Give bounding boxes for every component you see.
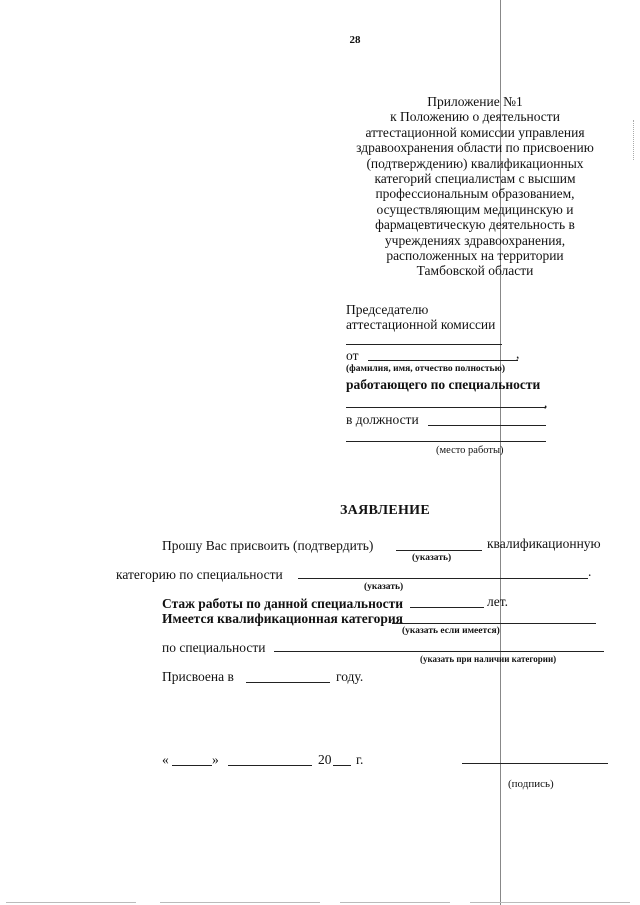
appendix-line: здравоохранения области по присвоению: [356, 140, 594, 156]
appendix-line: фармацевтическую деятельность в: [375, 217, 575, 233]
request-line2-start: категорию по специальности: [116, 567, 283, 582]
page-number: 28: [349, 34, 361, 46]
date-year-prefix: 20: [318, 752, 332, 767]
category-specialty-field[interactable]: [298, 578, 588, 579]
date-year-suffix: г.: [356, 752, 364, 767]
scan-artifact-line: [340, 902, 450, 903]
appendix-line: расположенных на территории: [386, 248, 564, 264]
appendix-line: аттестационной комиссии управления: [365, 124, 585, 140]
appendix-line: профессиональным образованием,: [375, 186, 575, 202]
date-close-quote: »: [212, 752, 219, 767]
applicant-name-field[interactable]: [368, 360, 518, 361]
date-day-field[interactable]: [172, 765, 212, 766]
appendix-line: учреждениях здравоохранения,: [384, 232, 566, 248]
appendix-line: категорий специалистам с высшим: [374, 171, 576, 187]
request-line1-start: Прошу Вас присвоить (подтвердить): [162, 538, 374, 553]
name-hint: (фамилия, имя, отчество полностью): [346, 364, 505, 374]
workplace-field[interactable]: [346, 441, 546, 442]
appendix-line: Тамбовской области: [416, 263, 534, 279]
specialty-field[interactable]: [346, 407, 546, 408]
appendix-line: к Положению о деятельности: [390, 109, 560, 125]
specialty-comma: ,: [544, 395, 548, 410]
scan-artifact-line: [470, 902, 630, 903]
document-title: ЗАЯВЛЕНИЕ: [339, 503, 430, 518]
experience-end: лет.: [487, 594, 508, 609]
experience-field[interactable]: [410, 607, 484, 608]
category-field[interactable]: [396, 550, 482, 551]
hint-if-category: (указать при наличии категории): [420, 654, 557, 664]
scan-artifact-line: [6, 902, 136, 903]
signature-hint: (подпись): [508, 778, 554, 790]
position-label: в должности: [346, 412, 419, 427]
appendix-line: осуществляющим медицинскую и: [376, 201, 574, 217]
position-field[interactable]: [428, 425, 546, 426]
by-specialty-label: по специальности: [162, 640, 266, 655]
existing-category-specialty-field[interactable]: [274, 651, 604, 652]
appendix-header: [330, 94, 620, 279]
addressee-to-line1: Председателю: [346, 302, 429, 317]
appendix-line: (подтверждению) квалификационных: [366, 155, 584, 171]
appendix-line: Приложение №1: [427, 94, 523, 109]
request-line1-end: квалификационную: [487, 536, 601, 551]
chairman-name-field[interactable]: [346, 344, 502, 345]
date-year-field[interactable]: [333, 765, 351, 766]
from-comma: ,: [516, 346, 520, 361]
assigned-end: году.: [336, 669, 364, 684]
date-month-field[interactable]: [228, 765, 312, 766]
has-category-label: Имеется квалификационная категория: [162, 611, 403, 626]
hint-if-exists: (указать если имеется): [402, 626, 500, 636]
scan-edge-mark: [633, 120, 636, 160]
hint-specify2: (указать): [364, 582, 404, 592]
experience-label: Стаж работы по данной специальности: [162, 596, 404, 611]
from-label: от: [346, 348, 359, 363]
hint-specify: (указать): [412, 553, 452, 563]
existing-category-field[interactable]: [392, 623, 596, 624]
workplace-hint: (место работы): [436, 445, 504, 456]
addressee-to-line2: аттестационной комиссии: [346, 317, 496, 332]
specialty-label: работающего по специальности: [346, 377, 541, 392]
scan-artifact-line: [160, 902, 320, 903]
assigned-label: Присвоена в: [162, 669, 234, 684]
request-line2-dot: .: [588, 564, 592, 579]
date-open-quote: «: [162, 752, 169, 767]
signature-field[interactable]: [462, 763, 608, 764]
assigned-year-field[interactable]: [246, 682, 330, 683]
